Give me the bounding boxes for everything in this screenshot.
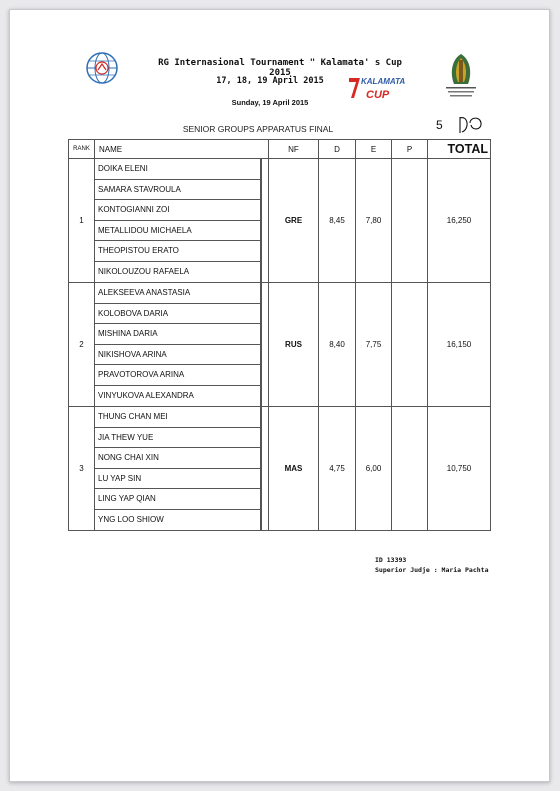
competition-day: Sunday, 19 April 2015	[231, 98, 309, 107]
nation-cell: GRE	[269, 159, 319, 283]
hellenic-gymnastics-federation-logo-icon	[440, 52, 482, 102]
rank-cell: 2	[69, 283, 95, 407]
gymnast-name: DOIKA ELENI	[95, 159, 262, 180]
column-header-d: D	[319, 140, 356, 159]
kalamata-cup-logo-icon	[346, 72, 406, 104]
table-header-row	[69, 140, 491, 159]
d-score-cell: 8,40	[319, 283, 356, 407]
superior-judge: Superior Judje : Maria Pachta	[375, 566, 489, 574]
column-header-name: NAME	[95, 140, 269, 159]
e-score-cell: 6,00	[356, 407, 392, 531]
gymnast-name: MISHINA DARIA	[95, 324, 262, 345]
gymnast-name: JIA THEW YUE	[95, 428, 262, 449]
handwritten-signature-icon	[456, 113, 486, 135]
logo-text-cup: CUP	[366, 89, 390, 101]
team-members-cell	[95, 159, 269, 283]
rank-cell: 1	[69, 159, 95, 283]
column-header-nf: NF	[269, 140, 319, 159]
page-number: 5	[436, 118, 443, 132]
rank-cell: 3	[69, 407, 95, 531]
results-table	[68, 139, 491, 531]
gymnast-name: NIKISHOVA ARINA	[95, 345, 262, 366]
team-members-cell	[95, 283, 269, 407]
gymnast-name: VINYUKOVA ALEXANDRA	[95, 386, 262, 407]
team-members-cell	[95, 407, 269, 531]
gymnast-name: LING YAP QIAN	[95, 489, 262, 510]
table-row	[69, 159, 491, 283]
table-row	[69, 283, 491, 407]
nation-cell: RUS	[269, 283, 319, 407]
gymnast-name: KOLOBOVA DARIA	[95, 304, 262, 325]
e-score-cell: 7,80	[356, 159, 392, 283]
d-score-cell: 4,75	[319, 407, 356, 531]
nation-cell: MAS	[269, 407, 319, 531]
penalty-cell	[392, 407, 428, 531]
event-title: SENIOR GROUPS APPARATUS FINAL	[182, 124, 334, 134]
gymnast-name: KONTOGIANNI ZOI	[95, 200, 262, 221]
gymnast-name: ALEKSEEVA ANASTASIA	[95, 283, 262, 304]
gymnast-name: SAMARA STAVROULA	[95, 180, 262, 201]
logo-text-kalamata: KALAMATA	[361, 77, 406, 86]
gymnast-name: THUNG CHAN MEI	[95, 407, 262, 428]
gymnast-name: NIKOLOUZOU RAFAELA	[95, 262, 262, 283]
total-score-cell: 16,150	[428, 283, 491, 407]
gymnast-name: THEOPISTOU ERATO	[95, 241, 262, 262]
tournament-title: RG Internasional Tournament " Kalamata' s Cup 2015	[158, 58, 402, 78]
column-header-total: TOTAL	[428, 140, 491, 159]
fig-logo-icon	[86, 52, 118, 84]
d-score-cell: 8,45	[319, 159, 356, 283]
column-header-rank: RANK	[69, 140, 95, 159]
penalty-cell	[392, 283, 428, 407]
gymnast-name: YNG LOO SHIOW	[95, 510, 262, 531]
gymnast-name: PRAVOTOROVA ARINA	[95, 365, 262, 386]
tournament-dates: 17, 18, 19 April 2015	[216, 76, 324, 86]
gymnast-name: METALLIDOU MICHAELA	[95, 221, 262, 242]
column-header-e: E	[356, 140, 392, 159]
document-id: ID 13393	[375, 556, 407, 564]
column-header-p: P	[392, 140, 428, 159]
table-row	[69, 407, 491, 531]
e-score-cell: 7,75	[356, 283, 392, 407]
total-score-cell: 10,750	[428, 407, 491, 531]
total-score-cell: 16,250	[428, 159, 491, 283]
penalty-cell	[392, 159, 428, 283]
gymnast-name: LU YAP SIN	[95, 469, 262, 490]
gymnast-name: NONG CHAI XIN	[95, 448, 262, 469]
